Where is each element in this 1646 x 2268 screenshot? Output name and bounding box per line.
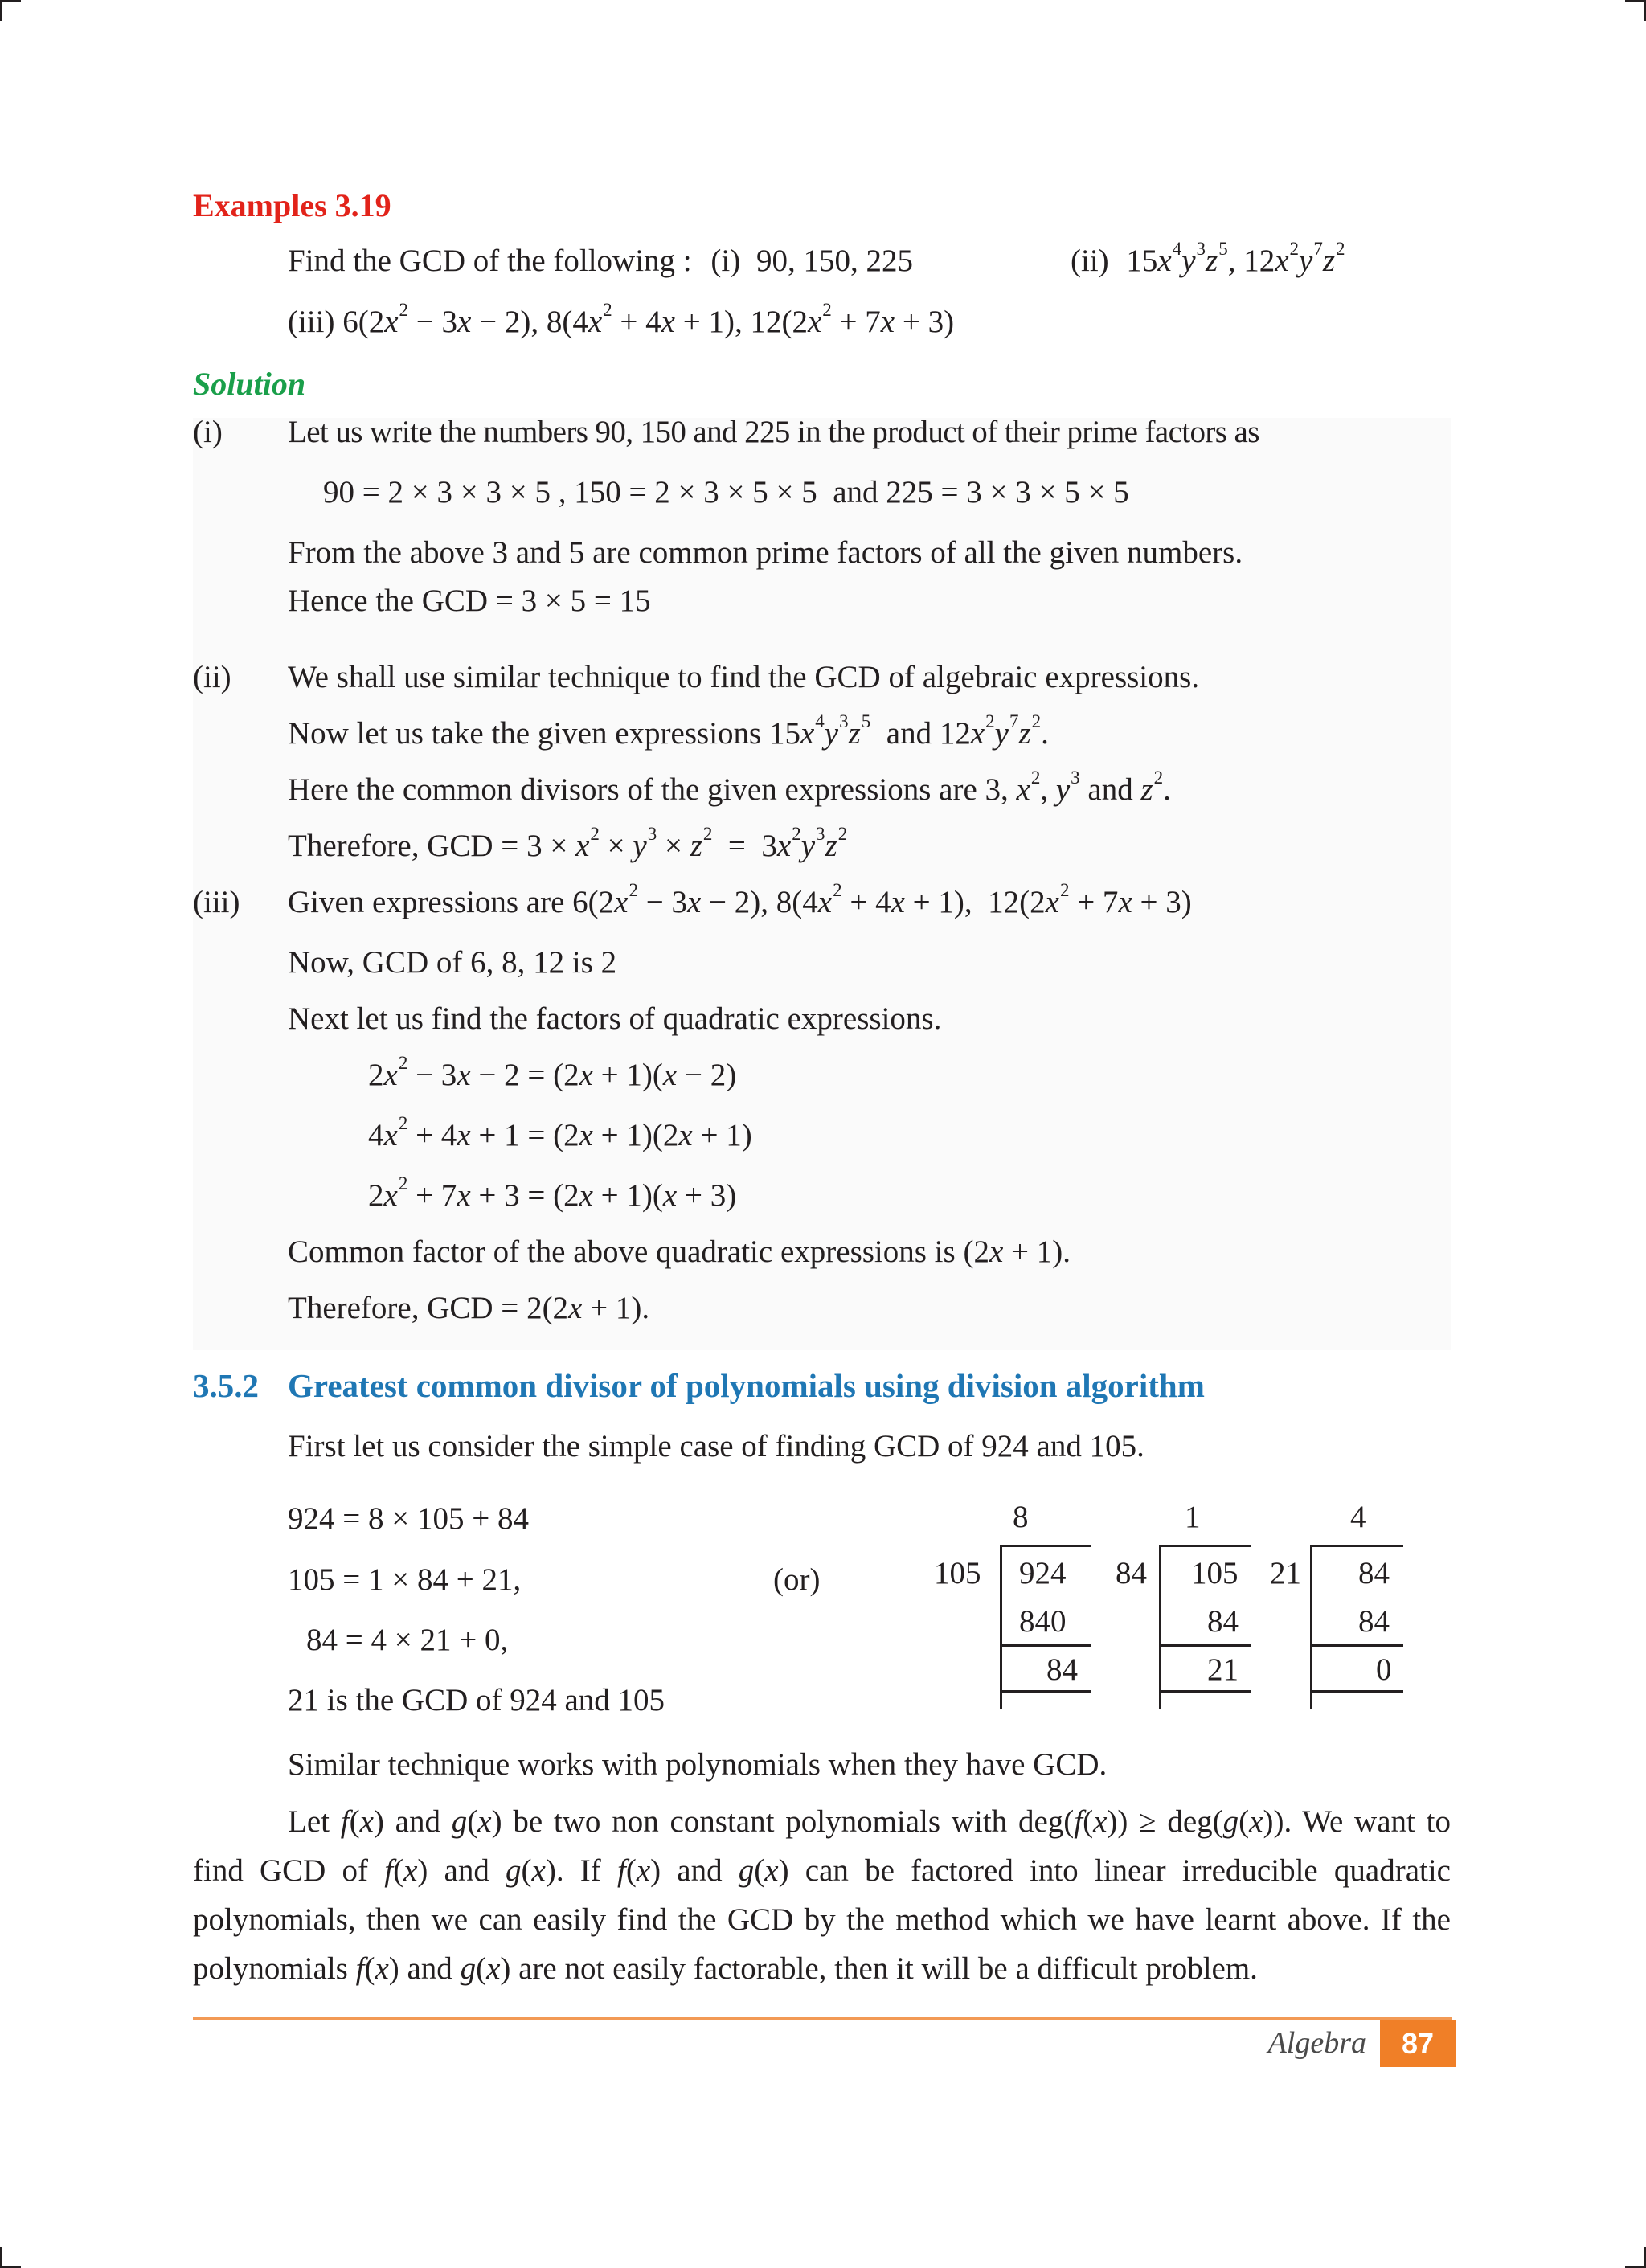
para-w7: and [677, 1853, 723, 1888]
para-w8: can be factored into linear irreducible quadratic polynomials, then we can easily find the GCD by the method which we have learnt above. If the polynomials [193, 1853, 1451, 1986]
euclid-eq-1: 924 = 8 × 105 + 84 [288, 1501, 529, 1536]
ldiv1-subtrahend: 840 [1019, 1604, 1067, 1639]
solution-i-line3: From the above 3 and 5 are common prime factors of all the given numbers. [288, 535, 1243, 570]
euclid-eq-3: 84 = 4 × 21 + 0, [306, 1623, 509, 1657]
solution-i-line1: Let us write the numbers 90, 150 and 225 in the product of their prime factors as [288, 415, 1259, 449]
question-ii-label: (ii) [1071, 244, 1109, 278]
similar-technique-line: Similar technique works with polynomials when they have GCD. [288, 1747, 1108, 1782]
solution-iii-line2: Now, GCD of 6, 8, 12 is 2 [288, 945, 617, 980]
para-w4: to find GCD of [193, 1804, 1451, 1888]
solution-title: Solution [193, 366, 306, 402]
ldiv1-bracket-side [1000, 1545, 1002, 1709]
solution-i-factorization: 90 = 2 × 3 × 3 × 5 , 150 = 2 × 3 × 5 × 5 and 225 = 3 × 3 × 5 × 5 [323, 475, 1129, 510]
crop-mark-bottom-left-v [0, 2247, 2, 2268]
section-title: Greatest common divisor of polynomials using division algorithm [288, 1367, 1205, 1404]
solution-iii-line4-prefix: Common factor of the above quadratic expressions is [288, 1234, 956, 1269]
footer-chapter: Algebra [1267, 2026, 1366, 2060]
para-w9: and [407, 1951, 452, 1986]
ldiv2-divisor: 84 [1116, 1556, 1147, 1590]
ldiv1-quotient: 8 [1013, 1500, 1029, 1534]
ldiv3-subtrahend: 84 [1358, 1604, 1390, 1639]
section-number: 3.5.2 [193, 1367, 259, 1404]
ldiv1-dividend: 924 [1019, 1556, 1067, 1590]
quadratic-factor-3: $2x^2 + 7x + 3 = (2x + 1)(x + 3)$ [368, 1173, 737, 1213]
question-i: 90, 150, 225 [755, 244, 913, 278]
para-w6: . If [555, 1853, 601, 1888]
solution-ii-line2: Now let us take the given expressions $15x^4y^3z^5$ and $12x^2y^7z^2$. [288, 711, 1049, 751]
solution-iii-line1-prefix: Given expressions are [288, 885, 565, 919]
footer-rule [193, 2017, 1452, 2020]
ldiv2-rule-1 [1159, 1644, 1251, 1647]
ldiv2-remainder: 21 [1207, 1652, 1239, 1687]
ldiv1-divisor: 105 [934, 1556, 981, 1590]
solution-ii-line2-prefix: Now let us take the given expressions [288, 716, 762, 751]
ldiv3-rule-1 [1310, 1644, 1403, 1647]
ldiv3-quotient: 4 [1350, 1500, 1366, 1534]
ldiv2-dividend: 105 [1191, 1556, 1239, 1590]
crop-mark-top-left-v [0, 0, 2, 21]
or-label: (or) [773, 1562, 821, 1597]
ldiv3-bracket-side [1310, 1545, 1312, 1709]
ldiv1-bracket-top [1000, 1545, 1091, 1547]
question-line-1 [288, 243, 913, 280]
solution-iii-line3: Next let us find the factors of quadratic expressions. [288, 1001, 942, 1036]
example-title: Examples 3.19 [193, 187, 391, 223]
euclid-eq-2: 105 = 1 × 84 + 21, [288, 1562, 522, 1597]
section-intro: First let us consider the simple case of finding GCD of 924 and 105. [288, 1429, 1144, 1464]
ldiv1-rule-2 [1000, 1690, 1091, 1693]
solution-ii-line3: Here the common divisors of the given expressions are 3, $x^2$, $y^3$ and $z^2$. [288, 768, 1171, 807]
solution-ii-line4: Therefore, GCD = $3 \times x^2 \times y^3 \times z^2 = 3x^2y^3z^2$ [288, 824, 848, 863]
ldiv2-bracket-top [1159, 1545, 1251, 1547]
solution-i-line4: Hence the GCD = 3 × 5 = 15 [288, 583, 651, 618]
quadratic-factor-1: $2x^2 - 3x - 2 = (2x + 1)(x - 2)$ [368, 1053, 737, 1092]
question-prefix: Find the GCD of the following : [288, 244, 692, 278]
solution-i-label: (i) [193, 415, 223, 449]
solution-iii-line4: Common factor of the above quadratic expressions is (2x + 1). [288, 1234, 1071, 1269]
solution-ii-line3-prefix: Here the common divisors of the given expressions are 3, [288, 772, 1009, 807]
para-w5: and [444, 1853, 489, 1888]
solution-iii-line1: Given expressions are $6(2x^2 - 3x - 2)$, $8(4x^2 + 4x + 1)$, $12(2x^2 + 7x + 3)$ [288, 880, 1192, 919]
ldiv2-subtrahend: 84 [1207, 1604, 1239, 1639]
ldiv3-remainder: 0 [1376, 1652, 1392, 1687]
crop-mark-top-left [0, 0, 21, 2]
solution-ii-line4-prefix: Therefore, GCD = [288, 829, 519, 863]
question-i-label: (i) [710, 244, 741, 278]
quadratic-factor-2: $4x^2 + 4x + 1 = (2x + 1)(2x + 1)$ [368, 1113, 752, 1152]
solution-ii-line1: We shall use similar technique to find the GCD of algebraic expressions. [288, 660, 1200, 694]
question-ii: (ii) $15x^4y^3z^5$, $12x^2y^7z^2$ [1071, 239, 1345, 278]
ldiv2-bracket-side [1159, 1545, 1161, 1709]
para-w1: Let [288, 1804, 330, 1839]
euclid-eq-4: 21 is the GCD of 924 and 105 [288, 1683, 665, 1717]
ldiv3-divisor: 21 [1270, 1556, 1301, 1590]
solution-iii-label: (iii) [193, 885, 240, 919]
solution-ii-label: (ii) [193, 660, 231, 694]
ldiv3-rule-2 [1310, 1690, 1403, 1693]
page-number: 87 [1376, 2020, 1456, 2067]
para-w3: be two non constant polynomials with deg( [513, 1804, 1075, 1839]
ldiv2-quotient: 1 [1185, 1500, 1201, 1534]
question-iii: (iii) $6(2x^2 - 3x - 2)$, $8(4x^2 + 4x + 1)$, $12(2x^2 + 7x + 3)$ [288, 300, 955, 339]
solution-iii-line5: Therefore, GCD = 2(2x + 1). [288, 1291, 650, 1325]
ldiv1-rule-1 [1000, 1644, 1091, 1647]
ldiv1-remainder: 84 [1046, 1652, 1078, 1687]
para-w10: are not easily factorable, then it will be a difficult problem. [518, 1951, 1258, 1986]
ldiv3-dividend: 84 [1358, 1556, 1390, 1590]
question-iii-label: (iii) [288, 305, 335, 339]
gcd-paragraph: Let f(x) and g(x) be two non constant polynomials with deg(f(x)) ≥ deg(g(x)). We want to find GCD of f(x) and g(x). If f(x) and g(x) can be factored into linear irreducible quadratic polynomials, then we can easily find the GCD by the method which we have learnt above. If the polynomials f(x) and g(x) are not easily factorable, then it will be a difficult problem. [193, 1804, 1451, 1986]
ldiv2-rule-2 [1159, 1690, 1251, 1693]
crop-mark-top-right [1625, 0, 1646, 2]
para-w2: and [395, 1804, 440, 1839]
solution-iii-line5-prefix: Therefore, GCD = [288, 1291, 519, 1325]
ldiv3-bracket-top [1310, 1545, 1403, 1547]
